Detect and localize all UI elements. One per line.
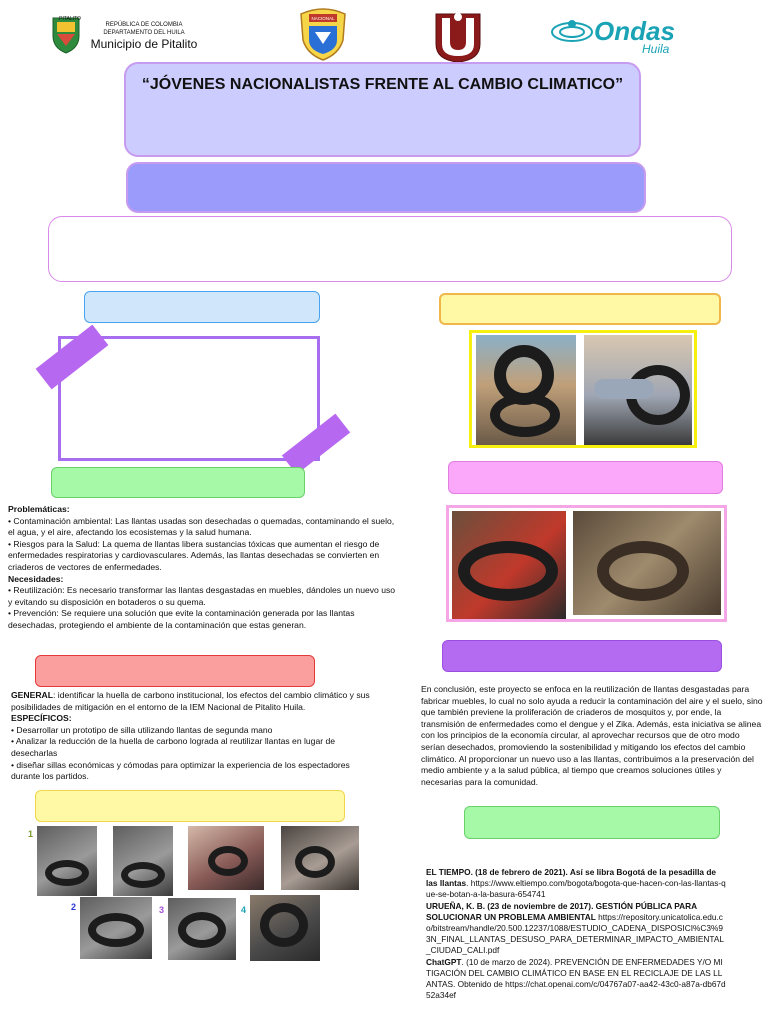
section-header-blue bbox=[84, 291, 320, 323]
image-placeholder-frame bbox=[58, 336, 320, 461]
problems-heading: Problemáticas bbox=[8, 504, 67, 514]
process-photo bbox=[250, 895, 320, 961]
section-header-yellow-2 bbox=[35, 790, 345, 822]
pitalito-line2: REPÚBLICA DE COLOMBIA bbox=[105, 22, 183, 28]
shield-label: NACIONAL bbox=[311, 16, 335, 21]
ondas-wordmark: Ondas bbox=[594, 16, 675, 46]
specific-item: • diseñar sillas económicas y cómodas para optimizar la experiencia de los espectadores durante los partidos. bbox=[11, 759, 350, 782]
section-header-green bbox=[51, 467, 305, 498]
poster-title: “JÓVENES NACIONALISTAS FRENTE AL CAMBIO CLIMATICO” bbox=[141, 76, 624, 93]
specific-item: • Desarrollar un prototipo de silla utilizando llantas de segunda mano bbox=[11, 724, 273, 735]
pitalito-logo bbox=[48, 12, 198, 56]
references-section bbox=[426, 867, 726, 1001]
general-text: : identificar la huella de carbono institucional, los efectos del cambio climático y sus posibilidades de mitigación en el entorno de la IEM Nacional de Pitalito Huila. bbox=[11, 690, 370, 712]
need-item: • Reutilización: Es necesario transformar las llantas desgastadas en muebles, dándoles un nuevo uso y evitando su disposición en botaderos o su quema. bbox=[8, 585, 396, 607]
step-number: 2 bbox=[71, 902, 77, 912]
red-tire-photo bbox=[452, 511, 566, 619]
section-header-pink bbox=[448, 461, 723, 494]
process-photo bbox=[80, 897, 152, 959]
conclusion-text: En conclusión, este proyecto se enfoca en la reutilización de llantas desgastadas para fabricar muebles, lo cual no solo ayuda a reducir la contaminación del aire y el suelo, sino que también previene la proliferación de criaderos de mosquitos y, por ende, la transmisión de enfermedades como el dengue y el Zika. Además, esta iniciativa se alinea con los principios de la economía circular, al aprovechar recursos que de otro modo serían desechados, promoviendo la sostenibilidad y mitigando los efectos del cambio climático. Al proporcionar un nuevo uso a las llantas, contribuimos a la preservación del medio ambiente y a la salud pública, al tiempo que creamos soluciones útiles y necesarias para la comunidad. bbox=[421, 684, 763, 787]
step-number: 1 bbox=[28, 829, 34, 839]
specific-label: ESPECÍFICOS bbox=[11, 713, 69, 724]
process-photo bbox=[168, 898, 236, 960]
school-shield-icon bbox=[297, 6, 349, 62]
process-photo bbox=[37, 826, 97, 896]
ondas-logo bbox=[550, 14, 690, 58]
step-number: 4 bbox=[241, 905, 247, 915]
pitalito-line1: PITALITO bbox=[59, 16, 81, 22]
problem-item: • Contaminación ambiental: Las llantas usadas son desechadas o quemadas, contaminando el suelo, el agua, y el aire, afectando los ecosistemas y la salud humana. bbox=[8, 515, 395, 538]
problems-section: Problemáticas: • Contaminación ambiental: Las llantas usadas son desechadas o quemadas, contaminando el suelo, el agua, y el aire, afectando los ecosistemas y la salud humana. • Riesgos para la Salud: La quema de llantas libera sustancias tóxicas que aumentan el riesgo de enfermedades respiratorias y cardiovasculares. Además, las llantas desechadas se convierten en criaderos de vectores de enfermedades. Necesidades: • Reutilización: Es necesario transformar las llantas desgastadas en muebles, dándoles un nuevo uso y evitando su disposición en botaderos o su quema. • Prevención: Se requiere una solución que evite la contaminación generada por las llantas desechadas, protegiendo el ambiente de la contaminación que estas generan. bbox=[8, 504, 396, 630]
university-logo-icon bbox=[432, 8, 484, 64]
process-photo bbox=[188, 826, 264, 890]
section-header-green-2 bbox=[464, 806, 720, 839]
general-label: GENERAL bbox=[11, 690, 54, 700]
section-header-purple bbox=[442, 640, 722, 672]
water-drop-icon bbox=[550, 14, 594, 46]
need-item: • Prevención: Se requiere una solución que evite la contaminación generada por las llantas desechadas, protegiendo el ambiente de la contaminación que estas generan. bbox=[8, 608, 355, 630]
section-header-yellow bbox=[439, 293, 721, 325]
pitalito-municipio: Municipio de Pitalito bbox=[90, 37, 198, 51]
tire-chair-photo bbox=[476, 335, 576, 445]
old-tire-photo bbox=[573, 511, 721, 615]
reference-item: URUEÑA, K. B. (23 de noviembre de 2017). GESTIÓN PÚBLICA PARA SOLUCIONAR UN PROBLEMA AMBIENTAL https://repository.unicatolica.edu.co/bitstream/handle/20.500.12237/1088/ESTUDIO_CADENA_DISPOSICI%C3%93N_FINAL_LLANTAS_DESUSO_PARA_DETERMINAR_IMPACTO_AMBIENTAL_CIUDAD_CALI.pdf bbox=[426, 900, 725, 956]
subtitle-band bbox=[126, 162, 646, 213]
needs-heading: Necesidades: bbox=[8, 573, 64, 584]
tire-photos-frame bbox=[446, 505, 727, 622]
person-on-chair-photo bbox=[584, 335, 692, 445]
process-photo bbox=[113, 826, 173, 896]
objectives-section: GENERAL: identificar la huella de carbono institucional, los efectos del cambio climático y sus posibilidades de mitigación en el entorno de la IEM Nacional de Pitalito Huila. ESPECÍFICOS: • Desarrollar un prototipo de silla utilizando llantas de segunda mano • Analizar la reducción de la huella de carbono lograda al reutilizar llantas en lugar de desecharlas • diseñar sillas económicas y cómodas para optimizar la experiencia de los espectadores durante los partidos. bbox=[11, 690, 376, 783]
title-box bbox=[124, 62, 641, 157]
specific-item: • Analizar la reducción de la huella de carbono lograda al reutilizar llantas en lugar de desecharlas bbox=[11, 736, 336, 758]
section-header-red bbox=[35, 655, 315, 687]
pitalito-line3: DEPARTAMENTO DEL HUILA bbox=[103, 29, 185, 36]
ondas-subtitle: Huila bbox=[642, 42, 670, 56]
problem-item: • Riesgos para la Salud: La quema de llantas libera sustancias tóxicas que aumentan el riesgo de enfermedades respiratorias y cardiovasculares. Además, las llantas desechadas se convierten en criaderos de vectores de enfermedades. bbox=[8, 538, 380, 572]
step-number: 3 bbox=[159, 905, 165, 915]
authors-band bbox=[48, 216, 732, 282]
chair-photos-frame bbox=[469, 330, 697, 448]
process-photo bbox=[281, 826, 359, 890]
reference-item: EL TIEMPO. (18 de febrero de 2021). Así se libra Bogotá de la pesadilla de las llantas. https://www.eltiempo.com/bogota/bogota-que-hacen-con-las-llantas-que-se-botan-a-la-basura-654741 bbox=[426, 867, 726, 900]
reference-item: ChatGPT. (10 de marzo de 2024). PREVENCIÓN DE ENFERMEDADES Y/O MITIGACIÓN DEL CAMBIO CLIMÁTICO EN BASE EN EL RECICLAJE DE LAS LLANTAS. Obtenido de https://chat.openai.com/c/04767a07-aa42-43c0-a87a-db67d52a34ef bbox=[426, 956, 726, 1001]
